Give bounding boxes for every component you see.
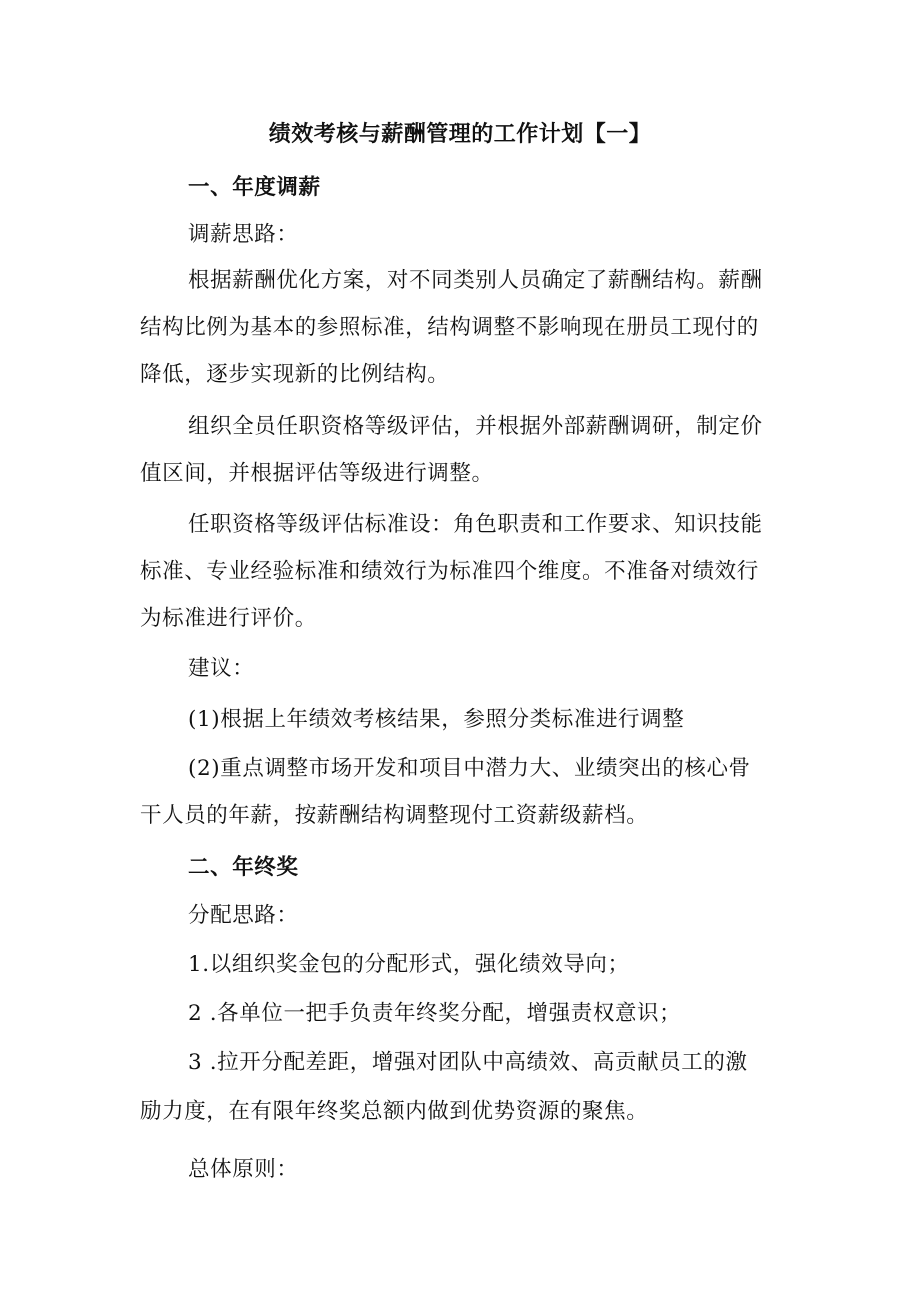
paragraph-line: 降低，逐步实现新的比例结构。: [140, 362, 450, 387]
paragraph-line: 标准、专业经验标准和绩效行为标准四个维度。不准备对绩效行: [140, 559, 759, 584]
label-overall-principles: 总体原则：: [188, 1157, 299, 1182]
list-item: 3 .拉开分配差距，增强对团队中高绩效、高贡献员工的激: [188, 1050, 748, 1075]
paragraph-line: 励力度，在有限年终奖总额内做到优势资源的聚焦。: [140, 1099, 649, 1124]
list-item: 1.以组织奖金包的分配形式，强化绩效导向；: [188, 952, 630, 977]
suggestion-item: (2)重点调整市场开发和项目中潜力大、业绩突出的核心骨: [188, 756, 751, 781]
paragraph-line: 值区间，并根据评估等级进行调整。: [140, 461, 494, 486]
document-title: 绩效考核与薪酬管理的工作计划【一】: [268, 121, 652, 147]
paragraph-line: 结构比例为基本的参照标准，结构调整不影响现在册员工现付的: [140, 315, 759, 340]
list-item: 2 .各单位一把手负责年终奖分配，增强责权意识；: [188, 1001, 682, 1026]
label-suggestions: 建议：: [188, 656, 255, 681]
suggestion-item: (1)根据上年绩效考核结果，参照分类标准进行调整: [188, 707, 685, 732]
paragraph-line: 为标准进行评价。: [140, 606, 317, 631]
label-distribution-ideas: 分配思路：: [188, 903, 299, 928]
paragraph-line: 组织全员任职资格等级评估，并根据外部薪酬调研，制定价: [188, 414, 763, 439]
section-heading-annual-salary-adjustment: 一、年度调薪: [188, 175, 321, 200]
paragraph-line: 干人员的年薪，按薪酬结构调整现付工资薪级薪档。: [140, 803, 649, 828]
section-heading-year-end-bonus: 二、年终奖: [188, 855, 299, 880]
paragraph-line: 任职资格等级评估标准设：角色职责和工作要求、知识技能: [188, 512, 763, 537]
paragraph-line: 根据薪酬优化方案，对不同类别人员确定了薪酬结构。薪酬: [188, 268, 763, 293]
label-adjustment-ideas: 调薪思路：: [188, 222, 299, 247]
